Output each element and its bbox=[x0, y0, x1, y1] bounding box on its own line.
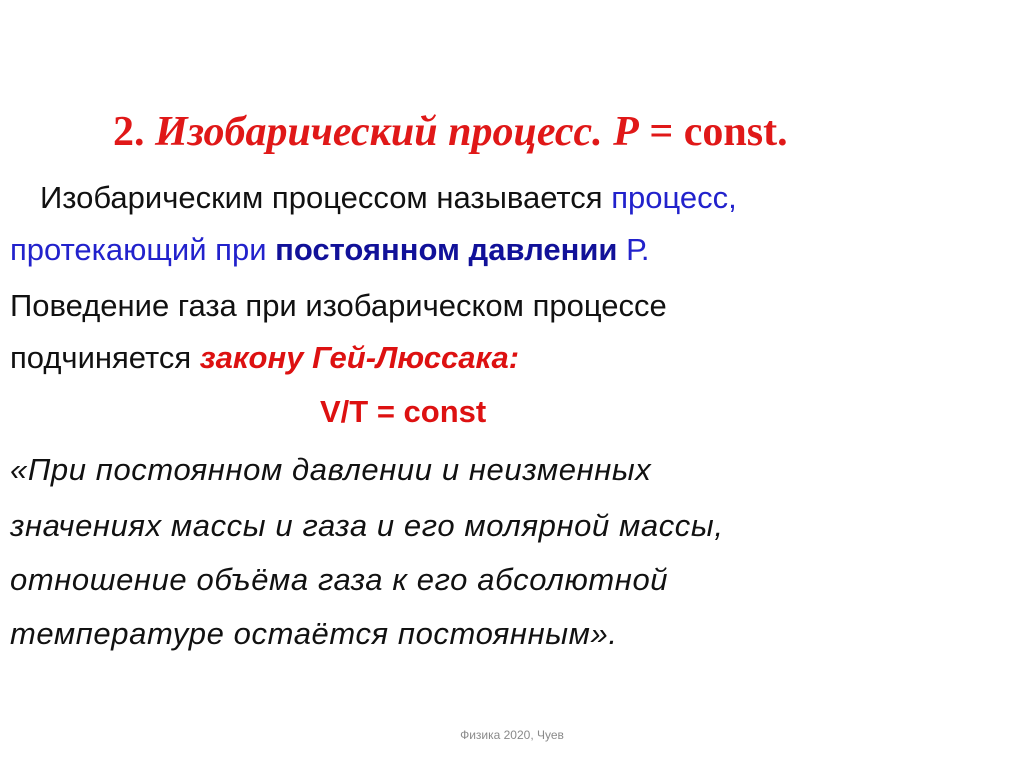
quote-line-1: «При постоянном давлении и неизменных bbox=[10, 452, 652, 487]
behavior-line-2 bbox=[10, 340, 519, 376]
behavior-line-1: Поведение газа при изобарическом процессе bbox=[10, 288, 667, 323]
behavior-plain: подчиняется bbox=[10, 340, 200, 375]
definition-line-2 bbox=[10, 232, 650, 268]
title-italic-text: Изобарический процесс. P bbox=[155, 109, 639, 155]
quote-line-2: значениях массы и газа и его молярной массы, bbox=[10, 508, 724, 543]
slide-footer: Физика 2020, Чуев bbox=[460, 728, 564, 742]
definition-plain: Изобарическим процессом называется bbox=[40, 180, 612, 215]
gay-lussac-law: закону Гей-Люссака: bbox=[199, 340, 520, 375]
title-const: = const. bbox=[638, 109, 788, 155]
definition-constant-pressure: постоянном давлении bbox=[275, 232, 618, 267]
definition-pressure-symbol: Р. bbox=[617, 232, 650, 267]
quote-line-3: отношение объёма газа к его абсолютной bbox=[10, 562, 669, 597]
title-number: 2. bbox=[113, 109, 145, 155]
definition-blue-text: протекающий при bbox=[10, 232, 276, 267]
quote-line-4: температуре остаётся постоянным». bbox=[10, 616, 618, 651]
definition-line-1 bbox=[40, 180, 737, 216]
slide-title bbox=[113, 108, 788, 156]
definition-blue-term: процесс, bbox=[611, 180, 737, 215]
formula: V/T = const bbox=[320, 394, 487, 429]
